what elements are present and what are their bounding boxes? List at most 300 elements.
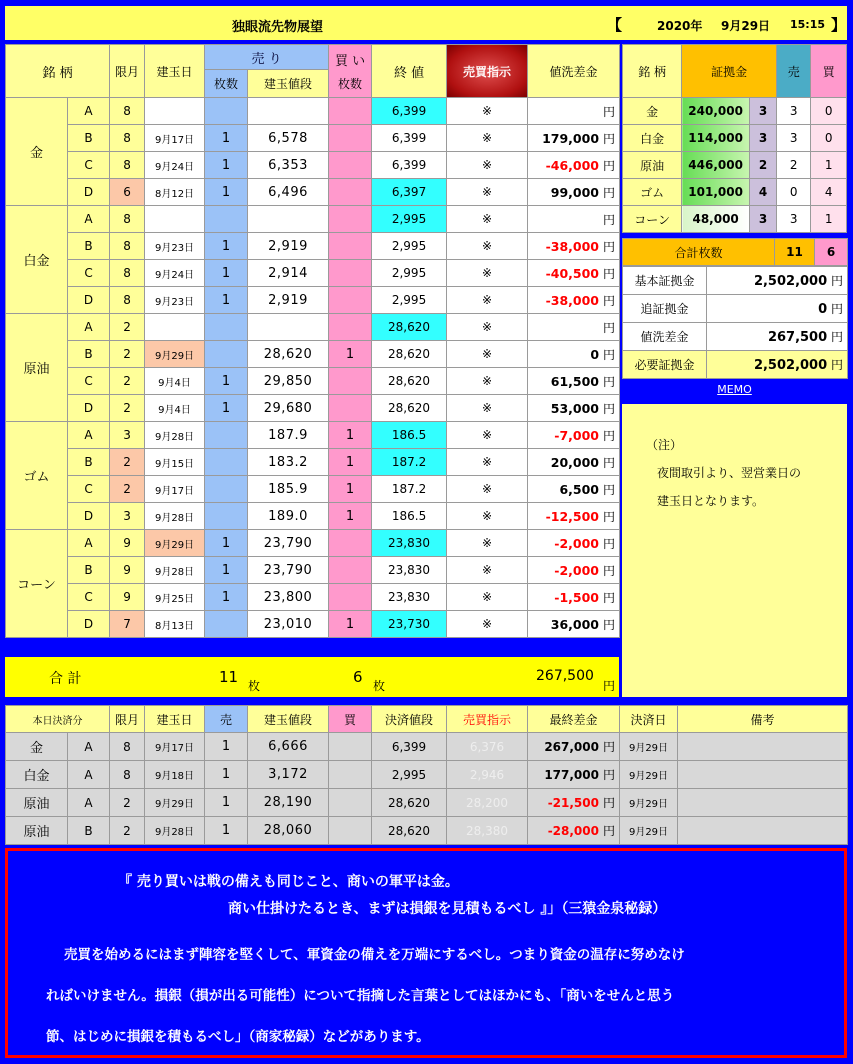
signal-mark: ※ bbox=[447, 557, 528, 584]
open-date: 9月15日 bbox=[145, 449, 205, 476]
close-price: 186.5 bbox=[372, 503, 447, 530]
col-header-kai-maisu: 枚数 bbox=[338, 77, 363, 91]
buy-lots bbox=[329, 395, 372, 422]
yen-unit: 円 bbox=[603, 563, 616, 578]
settle-commodity: 原油 bbox=[6, 817, 68, 845]
contract-code: C bbox=[68, 368, 110, 395]
sell-lots: 1 bbox=[205, 152, 248, 179]
yen-unit: 円 bbox=[603, 590, 616, 605]
buy-lots: 1 bbox=[329, 449, 372, 476]
valuation-amount: -7,000 bbox=[554, 427, 600, 443]
contract-month: 2 bbox=[110, 314, 145, 341]
position-row bbox=[6, 422, 620, 449]
open-date: 9月25日 bbox=[145, 584, 205, 611]
buy-lots bbox=[329, 233, 372, 260]
valuation-cell bbox=[528, 557, 620, 584]
valuation-cell bbox=[528, 152, 620, 179]
signal-mark: ※ bbox=[447, 422, 528, 449]
valuation-cell bbox=[528, 179, 620, 206]
settle-month: 2 bbox=[110, 789, 145, 817]
buy-lots bbox=[329, 206, 372, 233]
settle-header-kind: 本日決済分 bbox=[6, 706, 110, 733]
open-price: 2,919 bbox=[248, 287, 329, 314]
summary-margin: 240,000 bbox=[682, 98, 750, 125]
settle-final-cell bbox=[528, 761, 620, 789]
yen-unit: 円 bbox=[603, 536, 616, 551]
signal-mark: ※ bbox=[447, 449, 528, 476]
open-date: 9月4日 bbox=[145, 395, 205, 422]
settle-open-price: 6,666 bbox=[248, 733, 329, 761]
memo-line-3: 建玉日となります。 bbox=[657, 494, 765, 508]
close-price: 23,730 bbox=[372, 611, 447, 638]
buy-lots: 1 bbox=[329, 611, 372, 638]
nearai-label: 値洗差金 bbox=[623, 323, 707, 351]
position-row bbox=[6, 476, 620, 503]
yen-unit: 円 bbox=[603, 239, 616, 254]
summary-margin: 446,000 bbox=[682, 152, 750, 179]
yen-unit: 円 bbox=[603, 401, 616, 416]
kihon-value: 2,502,000 bbox=[753, 274, 828, 289]
open-date: 9月24日 bbox=[145, 260, 205, 287]
contract-month: 3 bbox=[110, 422, 145, 449]
summary-sell: 3 bbox=[776, 98, 810, 125]
open-price: 29,680 bbox=[248, 395, 329, 422]
close-price: 23,830 bbox=[372, 584, 447, 611]
sell-lots: 1 bbox=[205, 557, 248, 584]
kihon-cell bbox=[707, 267, 848, 295]
contract-month: 8 bbox=[110, 260, 145, 287]
open-date: 9月29日 bbox=[145, 530, 205, 557]
close-price: 28,620 bbox=[372, 314, 447, 341]
col-header-uri bbox=[205, 45, 329, 70]
tsuika-value: 0 bbox=[818, 302, 828, 317]
contract-month: 6 bbox=[110, 179, 145, 206]
hitsuyo-label: 必要証拠金 bbox=[623, 351, 707, 379]
summary-margin: 48,000 bbox=[682, 206, 750, 233]
total-label: 合 計 bbox=[49, 671, 82, 687]
settle-date: 9月29日 bbox=[620, 733, 678, 761]
contract-code: C bbox=[68, 152, 110, 179]
valuation-amount: -12,500 bbox=[545, 508, 600, 524]
yen-unit: 円 bbox=[602, 824, 615, 838]
signal-mark: ※ bbox=[447, 584, 528, 611]
settle-date: 9月29日 bbox=[620, 817, 678, 845]
settle-remarks bbox=[678, 733, 848, 761]
summary-commodity: コーン bbox=[623, 206, 682, 233]
settle-final-cell bbox=[528, 789, 620, 817]
yen-unit: 円 bbox=[603, 158, 616, 173]
position-row bbox=[6, 449, 620, 476]
header-year: 2020年 bbox=[657, 19, 703, 33]
total-lots-kai: 6 bbox=[815, 239, 848, 266]
contract-code: B bbox=[68, 125, 110, 152]
valuation-amount: -38,000 bbox=[545, 238, 600, 254]
close-price: 186.5 bbox=[372, 422, 447, 449]
sell-lots bbox=[205, 341, 248, 368]
col-header-signal: 売買指示 bbox=[447, 45, 528, 98]
yen-unit: 円 bbox=[603, 185, 616, 200]
valuation-cell bbox=[528, 503, 620, 530]
total-uri: 11 bbox=[219, 668, 239, 686]
position-row bbox=[6, 557, 620, 584]
open-date bbox=[145, 98, 205, 125]
sell-lots bbox=[205, 611, 248, 638]
settle-final-amount: 177,000 bbox=[544, 768, 599, 782]
contract-month: 8 bbox=[110, 233, 145, 260]
summary-row bbox=[623, 152, 847, 179]
settle-buy bbox=[329, 761, 372, 789]
valuation-cell bbox=[528, 260, 620, 287]
bracket-close: 】 bbox=[831, 16, 847, 34]
buy-lots bbox=[329, 584, 372, 611]
margin-totals bbox=[622, 238, 847, 379]
settle-code: A bbox=[68, 789, 110, 817]
total-yen: 円 bbox=[603, 679, 616, 693]
settle-remarks bbox=[678, 761, 848, 789]
total-row bbox=[5, 657, 619, 697]
contract-month: 3 bbox=[110, 503, 145, 530]
buy-lots bbox=[329, 287, 372, 314]
settle-sell: 1 bbox=[205, 761, 248, 789]
open-date: 9月4日 bbox=[145, 368, 205, 395]
buy-lots bbox=[329, 152, 372, 179]
position-row bbox=[6, 314, 620, 341]
quote-para-2: ればいけません。損銀（損が出る可能性）について指摘した言葉としてはほかにも、「商いをせんと思う bbox=[46, 988, 675, 1004]
commodity-name: 白金 bbox=[6, 206, 68, 314]
contract-code: A bbox=[68, 530, 110, 557]
commodity-name: 原油 bbox=[6, 314, 68, 422]
valuation-cell bbox=[528, 476, 620, 503]
settle-header-uri: 売 bbox=[205, 706, 248, 733]
valuation-cell bbox=[528, 449, 620, 476]
close-price: 6,399 bbox=[372, 98, 447, 125]
contract-code: B bbox=[68, 233, 110, 260]
settle-header-saishu: 最終差金 bbox=[528, 706, 620, 733]
summary-buy: 0 bbox=[811, 98, 847, 125]
summary-header-uri: 売 bbox=[776, 45, 810, 98]
valuation-amount: 61,500 bbox=[550, 373, 600, 389]
valuation-amount: -40,500 bbox=[545, 265, 600, 281]
position-row bbox=[6, 179, 620, 206]
quote-line-1: 『 売り買いは戦の備えも同じこと、商いの軍平は金。 bbox=[118, 874, 459, 890]
header-time: 15:15 bbox=[790, 18, 826, 31]
valuation-amount: 36,000 bbox=[550, 616, 600, 632]
contract-month: 2 bbox=[110, 368, 145, 395]
contract-code: B bbox=[68, 557, 110, 584]
hitsuyo-unit: 円 bbox=[830, 358, 843, 372]
total-uri-unit: 枚 bbox=[248, 679, 261, 693]
sell-lots: 1 bbox=[205, 260, 248, 287]
settle-remarks bbox=[678, 789, 848, 817]
contract-code: D bbox=[68, 503, 110, 530]
contract-code: A bbox=[68, 422, 110, 449]
settle-signal-price: 6,376 bbox=[447, 733, 528, 761]
position-row bbox=[6, 125, 620, 152]
sell-lots: 1 bbox=[205, 368, 248, 395]
settle-sell: 1 bbox=[205, 733, 248, 761]
open-date: 9月28日 bbox=[145, 503, 205, 530]
sell-lots bbox=[205, 503, 248, 530]
open-price: 6,353 bbox=[248, 152, 329, 179]
memo-title[interactable]: MEMO bbox=[717, 383, 752, 396]
open-date: 9月29日 bbox=[145, 341, 205, 368]
contract-month: 8 bbox=[110, 125, 145, 152]
position-row bbox=[6, 584, 620, 611]
valuation-amount: -46,000 bbox=[545, 157, 600, 173]
open-date: 9月17日 bbox=[145, 476, 205, 503]
contract-month: 2 bbox=[110, 449, 145, 476]
settle-month: 2 bbox=[110, 817, 145, 845]
col-header-meigara: 銘 柄 bbox=[6, 45, 110, 98]
open-date: 9月28日 bbox=[145, 557, 205, 584]
settlement-table bbox=[5, 705, 848, 845]
buy-lots bbox=[329, 314, 372, 341]
valuation-amount: 20,000 bbox=[550, 454, 600, 470]
buy-lots bbox=[329, 557, 372, 584]
yen-unit: 円 bbox=[603, 455, 616, 470]
signal-mark: ※ bbox=[447, 98, 528, 125]
valuation-cell bbox=[528, 341, 620, 368]
close-price: 23,830 bbox=[372, 557, 447, 584]
valuation-cell bbox=[528, 611, 620, 638]
yen-unit: 円 bbox=[603, 293, 616, 308]
nearai-value: 267,500 bbox=[767, 330, 828, 345]
sell-lots bbox=[205, 476, 248, 503]
contract-code: D bbox=[68, 179, 110, 206]
signal-mark: ※ bbox=[447, 530, 528, 557]
summary-row bbox=[623, 98, 847, 125]
open-price: 29,850 bbox=[248, 368, 329, 395]
settle-open-date: 9月17日 bbox=[145, 733, 205, 761]
signal-mark: ※ bbox=[447, 287, 528, 314]
contract-month: 9 bbox=[110, 557, 145, 584]
hitsuyo-cell bbox=[707, 351, 848, 379]
summary-margin: 114,000 bbox=[682, 125, 750, 152]
valuation-amount: -1,500 bbox=[554, 589, 600, 605]
contract-month: 8 bbox=[110, 98, 145, 125]
positions-table bbox=[5, 44, 620, 638]
signal-mark: ※ bbox=[447, 395, 528, 422]
summary-buy: 4 bbox=[811, 179, 847, 206]
yen-unit: 円 bbox=[603, 428, 616, 443]
buy-lots bbox=[329, 530, 372, 557]
buy-lots: 1 bbox=[329, 503, 372, 530]
close-price: 2,995 bbox=[372, 287, 447, 314]
quote-line-2: 商い仕掛けたるとき、まずは損銀を見積もるべし 』」（三猿金泉秘録） bbox=[228, 901, 667, 917]
commodity-name: ゴム bbox=[6, 422, 68, 530]
settle-signal-price: 28,380 bbox=[447, 817, 528, 845]
hitsuyo-value: 2,502,000 bbox=[753, 358, 828, 373]
settle-code: A bbox=[68, 761, 110, 789]
settle-final-cell bbox=[528, 733, 620, 761]
close-price: 2,995 bbox=[372, 233, 447, 260]
settle-buy bbox=[329, 789, 372, 817]
buy-lots bbox=[329, 125, 372, 152]
settle-close-price: 28,620 bbox=[372, 817, 447, 845]
settle-open-date: 9月28日 bbox=[145, 817, 205, 845]
tsuika-label: 追証拠金 bbox=[623, 295, 707, 323]
memo-line-2: 夜間取引より、翌営業日の bbox=[657, 466, 802, 480]
position-row bbox=[6, 152, 620, 179]
valuation-amount: 53,000 bbox=[550, 400, 600, 416]
open-date: 9月23日 bbox=[145, 233, 205, 260]
yen-unit: 円 bbox=[603, 482, 616, 497]
summary-row bbox=[623, 179, 847, 206]
sell-lots: 1 bbox=[205, 584, 248, 611]
settle-code: A bbox=[68, 733, 110, 761]
settle-signal-price: 2,946 bbox=[447, 761, 528, 789]
yen-unit: 円 bbox=[603, 509, 616, 524]
nearai-unit: 円 bbox=[830, 330, 843, 344]
memo-box bbox=[622, 404, 847, 697]
settle-final-amount: 267,000 bbox=[544, 740, 599, 754]
valuation-cell bbox=[528, 233, 620, 260]
col-header-uri-label: 売 り bbox=[251, 51, 282, 67]
summary-row bbox=[623, 125, 847, 152]
yen-unit: 円 bbox=[603, 617, 616, 632]
summary-buy: 1 bbox=[811, 152, 847, 179]
contract-month: 9 bbox=[110, 530, 145, 557]
contract-month: 7 bbox=[110, 611, 145, 638]
open-date bbox=[145, 314, 205, 341]
summary-ratio: 4 bbox=[750, 179, 777, 206]
sell-lots: 1 bbox=[205, 395, 248, 422]
settle-header-tategyokubi: 建玉日 bbox=[145, 706, 205, 733]
buy-lots bbox=[329, 260, 372, 287]
open-price: 23,790 bbox=[248, 557, 329, 584]
settle-signal-price: 28,200 bbox=[447, 789, 528, 817]
close-price: 187.2 bbox=[372, 476, 447, 503]
summary-header-shokokin: 証拠金 bbox=[682, 45, 777, 98]
total-lots-label: 合計枚数 bbox=[623, 239, 775, 266]
yen-unit: 円 bbox=[602, 740, 615, 754]
contract-code: C bbox=[68, 260, 110, 287]
kihon-unit: 円 bbox=[830, 274, 843, 288]
quote-box bbox=[5, 848, 847, 1058]
page-title: 独眼流先物展望 bbox=[232, 20, 324, 35]
valuation-cell bbox=[528, 125, 620, 152]
valuation-cell bbox=[528, 287, 620, 314]
yen-unit: 円 bbox=[603, 320, 616, 335]
contract-code: A bbox=[68, 314, 110, 341]
open-date: 9月28日 bbox=[145, 422, 205, 449]
open-date bbox=[145, 206, 205, 233]
settle-month: 8 bbox=[110, 733, 145, 761]
settle-sell: 1 bbox=[205, 817, 248, 845]
contract-month: 8 bbox=[110, 287, 145, 314]
close-price: 6,399 bbox=[372, 152, 447, 179]
settle-header-signal: 売買指示 bbox=[447, 706, 528, 733]
open-date: 8月13日 bbox=[145, 611, 205, 638]
contract-month: 2 bbox=[110, 341, 145, 368]
open-price: 28,620 bbox=[248, 341, 329, 368]
col-header-gengetsu: 限月 bbox=[110, 45, 145, 98]
contract-month: 8 bbox=[110, 152, 145, 179]
settle-commodity: 金 bbox=[6, 733, 68, 761]
sell-lots: 1 bbox=[205, 233, 248, 260]
valuation-cell bbox=[528, 206, 620, 233]
summary-commodity: 原油 bbox=[623, 152, 682, 179]
summary-ratio: 2 bbox=[750, 152, 777, 179]
close-price: 23,830 bbox=[372, 530, 447, 557]
yen-unit: 円 bbox=[603, 374, 616, 389]
settle-date: 9月29日 bbox=[620, 789, 678, 817]
valuation-cell bbox=[528, 584, 620, 611]
summary-row bbox=[623, 206, 847, 233]
commodity-name: コーン bbox=[6, 530, 68, 638]
settle-open-date: 9月29日 bbox=[145, 789, 205, 817]
open-date: 9月24日 bbox=[145, 152, 205, 179]
open-price bbox=[248, 206, 329, 233]
tsuika-cell bbox=[707, 295, 848, 323]
summary-buy: 0 bbox=[811, 125, 847, 152]
summary-ratio: 3 bbox=[750, 98, 777, 125]
open-price bbox=[248, 98, 329, 125]
settle-close-price: 28,620 bbox=[372, 789, 447, 817]
signal-mark: ※ bbox=[447, 341, 528, 368]
open-price: 23,800 bbox=[248, 584, 329, 611]
settle-commodity: 白金 bbox=[6, 761, 68, 789]
col-header-sagaku: 値洗差金 bbox=[528, 45, 620, 98]
position-row bbox=[6, 206, 620, 233]
contract-code: A bbox=[68, 98, 110, 125]
quote-para-3: 節、はじめに損銀を積もるべし」（商家秘録）などがあります。 bbox=[46, 1029, 430, 1045]
contract-month: 2 bbox=[110, 476, 145, 503]
settle-commodity: 原油 bbox=[6, 789, 68, 817]
open-date: 9月23日 bbox=[145, 287, 205, 314]
settle-code: B bbox=[68, 817, 110, 845]
sell-lots bbox=[205, 314, 248, 341]
open-date: 9月17日 bbox=[145, 125, 205, 152]
open-price: 185.9 bbox=[248, 476, 329, 503]
valuation-amount: 99,000 bbox=[550, 184, 600, 200]
summary-margin: 101,000 bbox=[682, 179, 750, 206]
yen-unit: 円 bbox=[603, 104, 616, 119]
open-price: 6,578 bbox=[248, 125, 329, 152]
settle-remarks bbox=[678, 817, 848, 845]
summary-ratio: 3 bbox=[750, 206, 777, 233]
close-price: 6,399 bbox=[372, 125, 447, 152]
buy-lots bbox=[329, 179, 372, 206]
valuation-amount: 0 bbox=[590, 346, 600, 362]
settle-final-amount: -21,500 bbox=[547, 796, 599, 810]
sell-lots bbox=[205, 206, 248, 233]
close-price: 28,620 bbox=[372, 341, 447, 368]
summary-sell: 3 bbox=[776, 206, 810, 233]
contract-code: A bbox=[68, 206, 110, 233]
signal-mark: ※ bbox=[447, 314, 528, 341]
memo-line-1: （注） bbox=[646, 438, 683, 452]
valuation-amount: 6,500 bbox=[559, 481, 600, 497]
open-price: 23,790 bbox=[248, 530, 329, 557]
summary-sell: 2 bbox=[776, 152, 810, 179]
settle-buy bbox=[329, 817, 372, 845]
yen-unit: 円 bbox=[603, 131, 616, 146]
contract-code: B bbox=[68, 341, 110, 368]
settle-header-biko: 備考 bbox=[678, 706, 848, 733]
valuation-amount: -2,000 bbox=[554, 535, 600, 551]
tsuika-unit: 円 bbox=[830, 302, 843, 316]
open-price: 23,010 bbox=[248, 611, 329, 638]
buy-lots: 1 bbox=[329, 422, 372, 449]
valuation-cell bbox=[528, 422, 620, 449]
settle-open-price: 3,172 bbox=[248, 761, 329, 789]
position-row bbox=[6, 611, 620, 638]
summary-commodity: 白金 bbox=[623, 125, 682, 152]
nearai-cell bbox=[707, 323, 848, 351]
signal-mark: ※ bbox=[447, 260, 528, 287]
valuation-cell bbox=[528, 98, 620, 125]
